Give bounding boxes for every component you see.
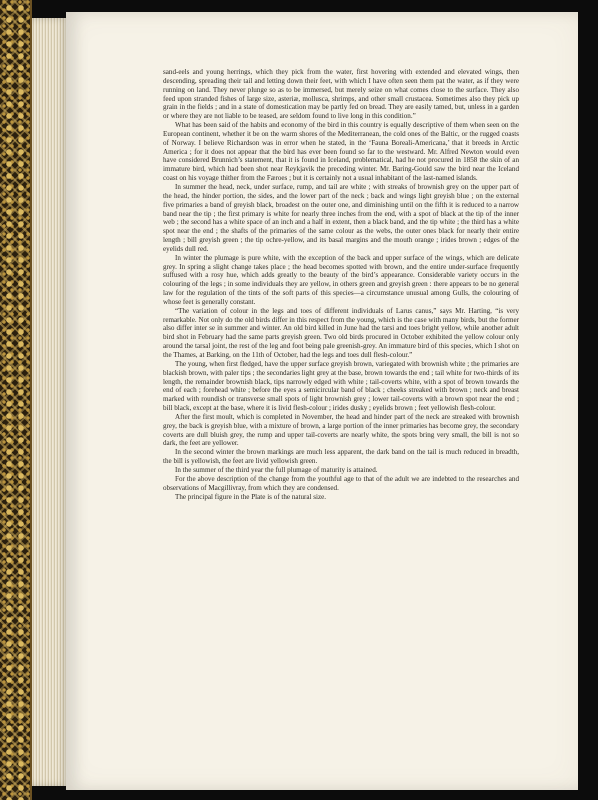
paragraph: In the summer of the third year the full plumage of maturity is attained.: [175, 465, 378, 474]
paragraph: What has been said of the habits and economy of the bird in this country is equally descriptive of them when seen on the European continent, whether it be on the warm shores of the Mediterranean, the cold ones of the Baltic, or the rugged coasts of Norway. I believe Richardson was in error when he stated, in the ‘Fauna Boreali-Americana,’ that it breeds in Arctic America ; for it does not appear that the bird has ever been found so far to the westward. Mr. Alfred Newton would even have considered Brunnich’s statement, that it is found in Iceland, problematical, had he not procured in 1858 the skin of an immature bird, which had been shot near Reykjavik the preceding winter. Mr. Baring-Gould saw the bird near the Iceland coast on his voyage thither from the Færoes ; but it is certainly not a usual inhabitant of the last-named islands.: [163, 121, 519, 183]
paragraph: For the above description of the change from the youthful age to that of the adult we are indebted to the researches and observations of Macgillivray, from which they are condensed.: [163, 474, 519, 492]
book-spine-binding: [0, 0, 32, 800]
paragraph: sand-eels and young herrings, which they pick from the water, first hovering with extended and elevated wings, then descending, spreading their tail and letting down their feet, with which I have often seen them pat the water, as if they were running on land. They never plunge so as to be immersed, but merely seize on what comes close to the surface. They also feed upon stranded fishes of large size, asteriæ, mollusca, shrimps, and other small crustacea. Sometimes also they pick up grain in the fields ; and in a state of domestication may be partly fed on bread. They are easily tamed, but, unless in a garden or where they are not liable to be teased, are seldom found to live long in this condition.”: [163, 68, 519, 121]
paragraph: The principal figure in the Plate is of the natural size.: [175, 492, 327, 501]
paragraph: After the first moult, which is completed in November, the head and hinder part of the neck are streaked with brownish grey, the back is greyish blue, with a mixture of brown, a large portion of the inner primaries has become grey, the secondary coverts are dull bluish grey, the rump and upper tail-coverts are nearly white, the spots bring very small, the bill is not so dark, the feet are yellower.: [163, 412, 519, 448]
book-page: [66, 12, 578, 790]
paragraph: In the second winter the brown markings are much less apparent, the dark band on the tail is much reduced in breadth, the bill is yellowish, the feet are livid yellowish green.: [163, 448, 519, 466]
page-stack-edges: [32, 18, 70, 786]
paragraph: In summer the head, neck, under surface, rump, and tail are white ; with streaks of brownish grey on the upper part of the head, the hinder portion, the sides, and the lower part of the neck ; back and wings light greyish blue ; on the external five primaries a band of greyish black, broadest on the outer one, and diminishing until on the fifth it is reduced to a narrow band near the tip ; the first primary is white for nearly three inches from the end, with a spot of black at the tip of the inner web ; the second has a white space of an inch and a half in extent, then a black band, and the tip white ; the third has a white spot near the end ; the shafts of the primaries of the same colour as the webs, the outer ones black for nearly their entire length ; bill greyish green ; the tip ochre-yellow, and its basal margins and the mouth orange ; irides brown ; edges of the eyelids dull red.: [163, 182, 519, 253]
body-text: [163, 68, 519, 501]
paragraph: The young, when first fledged, have the upper surface greyish brown, variegated with brownish white ; the primaries are blackish brown, with paler tips ; the secondaries light grey at the base, brown towards the end ; tail white for two-thirds of its length, the remainder brownish black, tips narrowly edged with white ; tail-coverts white, with a spot of brown towards the end of each ; forehead white ; before the eyes a semicircular band of black ; cheeks streaked with brown ; neck and breast marked with roundish or transverse small spots of light brownish grey ; lower tail-coverts with a brown spot near the end ; bill black, except at the base, where it is livid flesh-colour ; irides dusky ; eyelids brown ; feet yellowish flesh-colour.: [163, 359, 519, 413]
paragraph: “The variation of colour in the legs and toes of different individuals of Larus canus,” says Mr. Harting, “is very remarkable. Not only do the old birds differ in this respect from the young, which is the case with many birds, but the former also differ inter se in summer and winter. An old bird killed in June had the tarsi and toes bright yellow, while another adult bird shot in February had the same parts greyish green. Two old birds procured in October exhibited the yellow colour only around the tarsal joint, the rest of the leg and foot being pale greenish-grey. An immature bird of this species, which I shot on the Thames, at Barking, on the 11th of October, had the legs and toes dull flesh-colour.”: [163, 306, 519, 359]
paragraph: In winter the plumage is pure white, with the exception of the back and upper surface of the wings, which are delicate grey. In spring a slight change takes place ; the head becomes spotted with brown, and the entire under-surface frequently suffused with a rosy hue, which adds greatly to the beauty of the bird’s appearance. Considerable variety occurs in the colouring of the legs ; in some individuals they are yellow, in others green and greyish green : there appears to be no general law for the regulation of the tints of the soft parts of this species—a circumstance unusual among Gulls, the colouring of whose feet is generally constant.: [163, 253, 519, 306]
